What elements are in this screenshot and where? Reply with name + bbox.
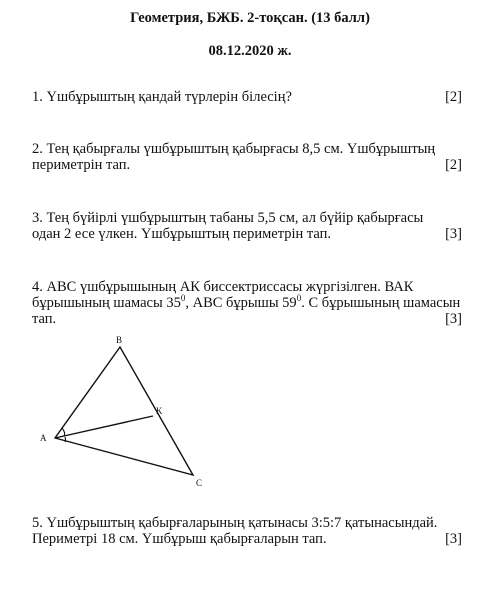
question-1-points: [2] [445,89,462,105]
question-4 [32,279,462,327]
degree-superscript: 0 [296,293,302,304]
question-5-line-2: Периметрі 18 см. Үшбұрыш қабырғаларын тап. [32,531,327,547]
question-4-line-2-part-c: . С бұрышының шамасын [301,295,461,311]
angle-mark-2 [65,437,66,442]
question-2-points: [2] [445,157,462,173]
document-title: Геометрия, БЖБ. 2-тоқсан. (13 балл) [130,10,370,26]
question-4-line-2-part-a: бұрышының шамасы 35 [32,295,181,311]
question-3 [32,210,462,242]
question-4-line-2-part-b: , АВС бұрышы 59 [185,295,297,311]
angle-mark-1 [62,428,65,436]
degree-superscript: 0 [180,293,186,304]
question-4-line-1: 4. АВС үшбұрышының АК биссектриссасы жүргізілген. ВАК [32,279,414,295]
question-2-line-1: 2. Тең қабырғалы үшбұрыштың қабырғасы 8,5 см. Үшбұрыштың [32,141,436,157]
question-4-line-3: тап. [32,311,57,327]
question-5 [32,515,462,547]
triangle-abc [55,347,193,475]
vertex-label-k: K [156,406,163,416]
question-3-points: [3] [445,226,462,242]
document-date: 08.12.2020 ж. [208,43,292,59]
question-1-line-1: 1. Үшбұрыштың қандай түрлерін білесің? [32,89,292,105]
question-1 [32,89,462,105]
question-5-points: [3] [445,531,462,547]
question-2 [32,141,462,173]
question-4-line-2 [32,295,460,311]
triangle-diagram [30,330,220,495]
question-4-points: [3] [445,311,462,327]
question-2-line-2: периметрін тап. [32,157,131,173]
vertex-label-c: C [196,478,203,488]
question-3-line-2: одан 2 есе үлкен. Үшбұрыштың периметрін тап. [32,226,332,242]
question-3-line-1: 3. Тең бүйірлі үшбұрыштың табаны 5,5 см, ал бүйір қабырғасы [32,210,424,226]
vertex-label-b: B [116,335,123,345]
vertex-label-a: A [40,433,47,443]
question-5-line-1: 5. Үшбұрыштың қабырғаларының қатынасы 3:5:7 қатынасындай. [32,515,438,531]
bisector-ak [55,416,153,438]
